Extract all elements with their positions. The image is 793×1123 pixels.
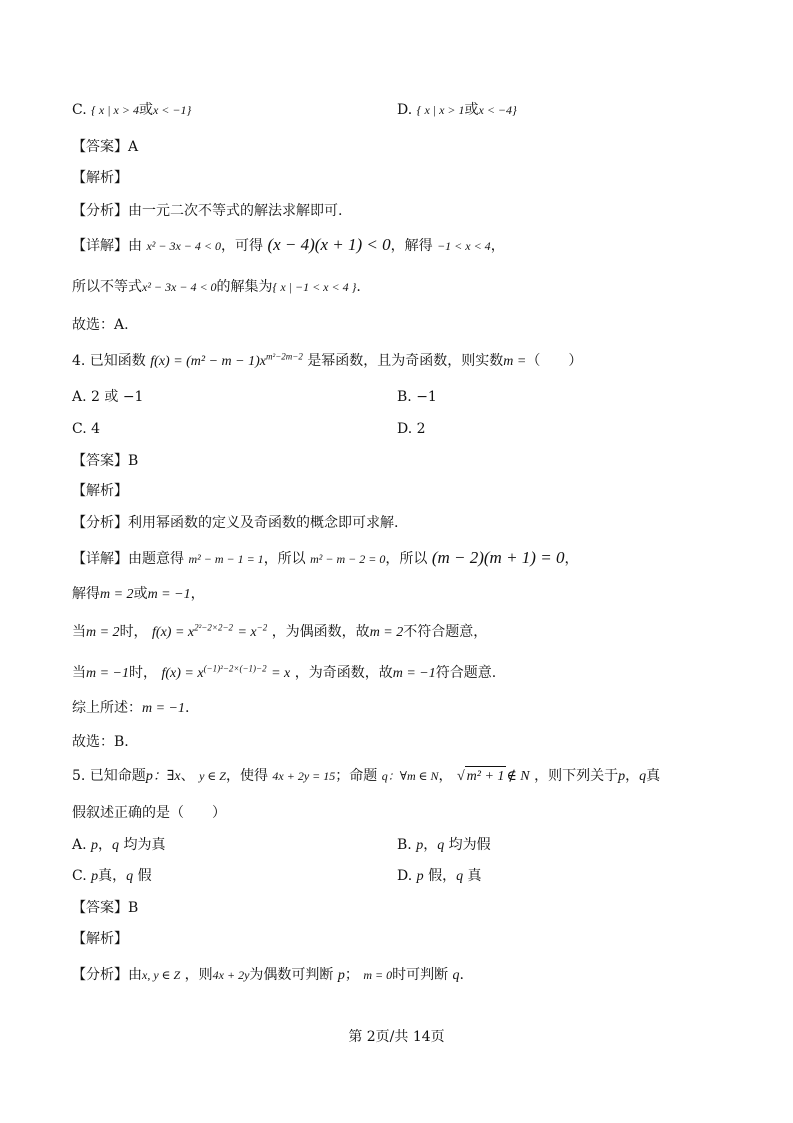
q4-case-m-neg1: 当m = −1时， $f(x) = x^{(-1)^2-2\times(-1)-2} = x$ ，为奇函数，故m = −1符合题意. (72, 663, 497, 681)
q4-summary: 综上所述：m = −1. (72, 700, 190, 716)
q4-answer: 【答案】B (72, 453, 139, 469)
q4-xiangjie: 【详解】由题意得 m² − m − 1 = 1，所以 m² − m − 2 = 0，所以 (m − 2)(m + 1) = 0， (72, 548, 579, 567)
q5-option-b: B. p，q 均为假 (397, 837, 491, 853)
q4-option-d: D. 2 (397, 421, 426, 437)
q5-option-a: A. p，q 均为真 (72, 837, 166, 853)
q3-option-c: C. { x | x > 4或x < −1} (72, 102, 192, 118)
q4-stem: 4. 已知函数 $f(x) = (m^2 - m - 1)x^{m^2-2m-2}$ 是幂函数，且为奇函数，则实数m =（ ） (72, 351, 583, 369)
q5-fenxi: 【分析】由x, y ∈ Z ，则4x + 2y为偶数可判断 p； m = 0时可判断 q. (72, 967, 464, 983)
q5-stem-line2: 假叙述正确的是（ ） (72, 805, 226, 821)
q4-option-a: A. 2 或 −1 (72, 389, 144, 405)
q4-roots: 解得m = 2或m = −1， (72, 586, 205, 602)
q5-answer: 【答案】B (72, 900, 139, 916)
q5-jiexi: 【解析】 (72, 931, 128, 947)
q4-jiexi: 【解析】 (72, 483, 128, 499)
q5-stem: 5. 已知命题p：∃x、 y ∈ Z，使得 4x + 2y = 15；命题 q：∀m ∈ N， √ m² + 1 ∉ N ，则下列关于p，q真 (72, 766, 660, 787)
q5-option-c: C. p真，q 假 (72, 868, 152, 884)
page-footer: 第 2页/共 14页 (348, 1029, 445, 1045)
q3-xiangjie: 【详解】由 x² − 3x − 4 < 0，可得 (x − 4)(x + 1) < 0，解得 −1 < x < 4， (72, 235, 505, 254)
q4-conclusion: 故选：B. (72, 734, 129, 750)
q4-case-m2: 当m = 2时， $f(x) = x^{2^2-2\times 2-2} = x^{-2}$ ，为偶函数，故m = 2不符合题意， (72, 622, 488, 640)
q4-fenxi: 【分析】利用幂函数的定义及奇函数的概念即可求解. (72, 515, 399, 531)
q3-answer: 【答案】A (72, 139, 139, 155)
q5-option-d: D. p 假，q 真 (397, 868, 482, 884)
q3-jiexi: 【解析】 (72, 170, 128, 186)
q3-conclusion: 故选：A. (72, 317, 129, 333)
q4-option-c: C. 4 (72, 421, 101, 437)
q3-option-d: D. { x | x > 1或x < −4} (397, 102, 517, 118)
q3-solution-set: 所以不等式x² − 3x − 4 < 0的解集为{ x | −1 < x < 4 }. (72, 279, 361, 295)
q3-fenxi: 【分析】由一元二次不等式的解法求解即可. (72, 203, 343, 219)
q4-option-b: B. −1 (397, 389, 437, 405)
